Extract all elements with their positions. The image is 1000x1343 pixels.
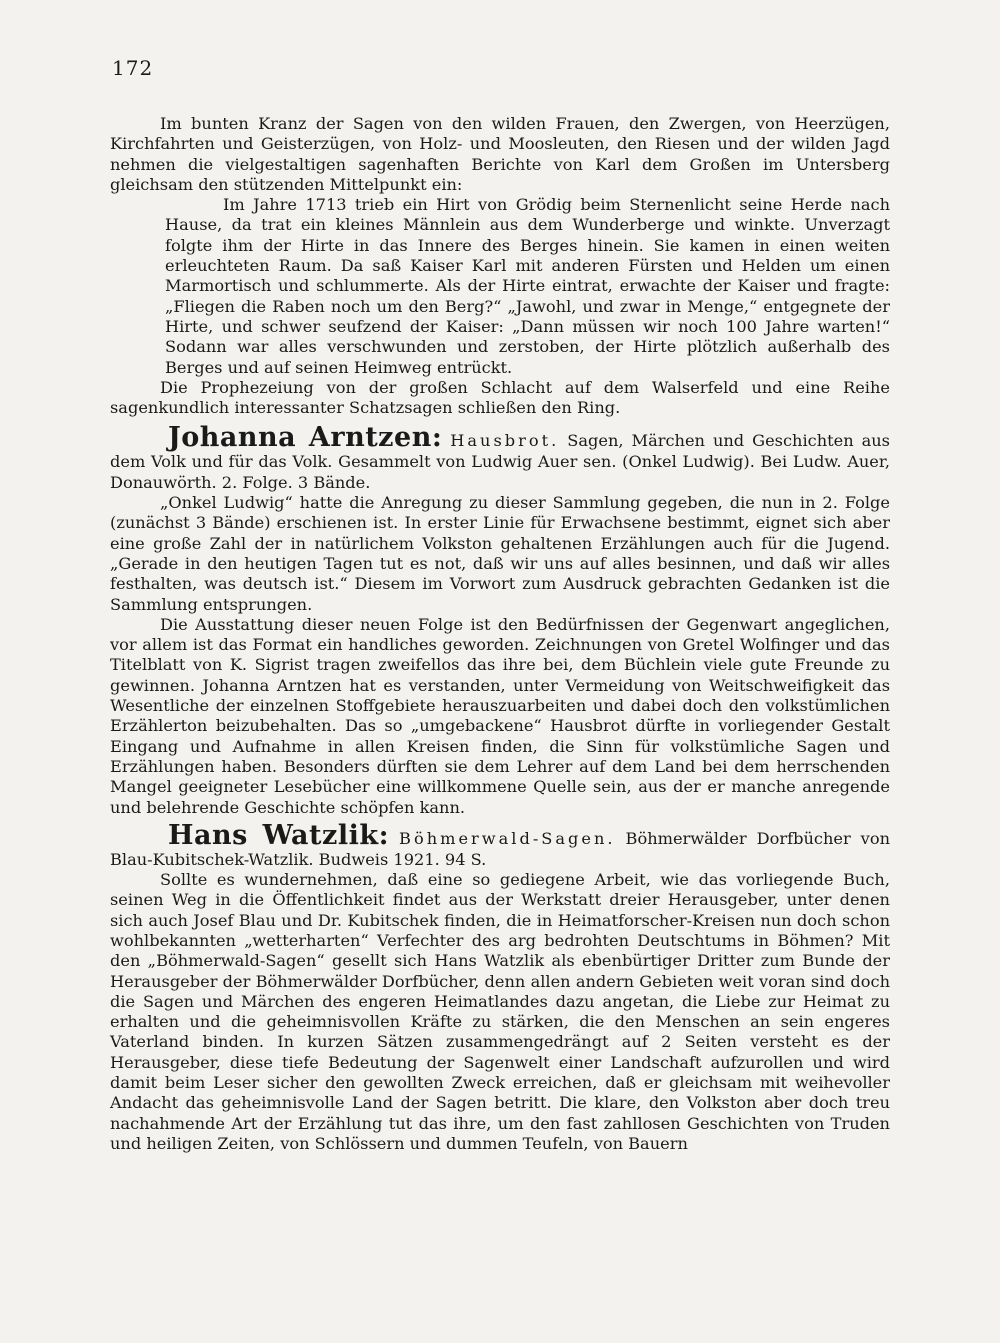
page-body xyxy=(110,114,890,1154)
review-paragraph: Die Ausstattung dieser neuen Folge ist den Bedürfnissen der Gegenwart angeglichen, vor allem ist das Format ein handliches geworden. Zeichnungen von Gretel Wolfinger und das Titelblatt von K. Sigrist tragen zweifellos das ihre bei, dem Büchlein viele gute Freunde zu gewinnen. Johanna Arntzen hat es verstanden, unter Vermeidung von Weitschweifigkeit das Wesentliche der einzelnen Stoffgebiete herauszuarbeiten und dabei doch den volkstümlichen Erzählerton beizubehalten. Das so „umgebackene“ Hausbrot dürfte in vorliegender Gestalt Eingang und Aufnahme in allen Kreisen finden, die Sinn für volkstümliche Sagen und Erzählungen haben. Besonders dürften sie dem Lehrer auf dem Land bei dem herrschenden Mangel geeigneter Lesebücher eine willkommene Quelle sein, aus der er manche anregende und belehrende Geschichte schöpfen kann. xyxy=(110,614,890,817)
intro-section xyxy=(110,114,890,418)
review-paragraph: „Onkel Ludwig“ hatte die Anregung zu dieser Sammlung gegeben, die nun in 2. Folge (zunächst 3 Bände) erschienen ist. In erster Linie für Erwachsene bestimmt, eignet sich aber eine große Zahl der in natürlichem Volkston gehaltenen Erzählungen auch für die Jugend. „Gerade in den heutigen Tagen tut es not, daß wir uns auf alles besinnen, und daß wir alles festhalten, was deutsch ist.“ Diesem im Vorwort zum Ausdruck gebrachten Gedanken ist die Sammlung entsprungen. xyxy=(110,493,890,614)
review-entry-arntzen xyxy=(110,424,890,817)
review-paragraph: Sollte es wundernehmen, daß eine so gediegene Arbeit, wie das vorliegende Buch, seinen Weg in die Öffentlichkeit findet aus der Werkstatt dreier Herausgeber, unter denen sich auch Josef Blau und Dr. Kubitschek finden, die in Heimatforscher-Kreisen nun doch schon wohlbekannten „wetterharten“ Verfechter des arg bedrohten Deutschtums in Böhmen? Mit den „Böhmerwald-Sagen“ gesellt sich Hans Watzlik als ebenbürtiger Dritter zum Bunde der Herausgeber der Böhmerwälder Dorfbücher, denn allen andern Gebieten weit voran sind doch die Sagen und Märchen des engeren Heimatlandes dazu angetan, die Liebe zur Heimat zu erhalten und die geheimnisvollen Kräfte zu stärken, die den Menschen an sein engeres Vaterland binden. In kurzen Sätzen zusammengedrängt auf 2 Seiten versteht es der Herausgeber, diese tiefe Bedeutung der Sagenwelt einer Landschaft aufzurollen und wird damit beim Leser sicher den gewollten Zweck erreichen, daß er gleichsam mit weihevoller Andacht das geheimnisvolle Land der Sagen betritt. Die klare, den Volkston aber doch treu nachahmende Art der Erzählung tut das ihre, um den fast zahllosen Geschichten von Truden und heiligen Zeiten, von Schlössern und dummen Teufeln, von Bauern xyxy=(110,870,890,1153)
author-name: Johanna Arntzen: xyxy=(168,422,443,454)
legend-quote-paragraph: Im Jahre 1713 trieb ein Hirt von Grödig beim Sternenlicht seine Herde nach Hause, da trat ein kleines Männlein aus dem Wunderberge und winkte. Unverzagt folgte ihm der Hirte in das Innere des Berges hinein. Sie kamen in einen weiten erleuchteten Raum. Da saß Kaiser Karl mit anderen Fürsten und Helden um einen Marmortisch und schlummerte. Als der Hirte eintrat, erwachte der Kaiser und fragte: „Fliegen die Raben noch um den Berg?“ „Jawohl, und zwar in Menge,“ entgegnete der Hirte, und schwer seufzend der Kaiser: „Dann müssen wir noch 100 Jahre warten!“ Sodann war alles verschwunden und zerstoben, der Hirte plötzlich außerhalb des Berges und auf seinen Heimweg entrückt. xyxy=(165,195,890,377)
book-citation: Böhmerwälder Dorfbücher von Blau-Kubitschek-Watzlik. Budweis 1921. 94 S. xyxy=(110,828,890,869)
intro-closing-paragraph: Die Prophezeiung von der großen Schlacht auf dem Walserfeld und eine Reihe sagenkundlich interessanter Schatzsagen schließen den Ring. xyxy=(110,377,890,418)
entry-heading xyxy=(110,819,890,870)
book-title: Hausbrot. xyxy=(450,431,560,451)
intro-paragraph: Im bunten Kranz der Sagen von den wilden Frauen, den Zwergen, von Heerzügen, Kirchfahrten und Geisterzügen, von Holz- und Moosleuten, den Riesen und der wilden Jagd nehmen die vielgestaltigen sagenhaften Berichte von Karl dem Großen im Untersberg gleichsam den stützenden Mittelpunkt ein: xyxy=(110,114,890,194)
author-name: Hans Watzlik: xyxy=(168,819,390,851)
page-number: 172 xyxy=(112,56,154,80)
review-entry-watzlik xyxy=(110,819,890,1154)
book-title: Böhmerwald-Sagen. xyxy=(399,828,616,848)
book-citation: Sagen, Märchen und Geschichten aus dem Volk und für das Volk. Gesammelt von Ludwig Auer sen. (Onkel Ludwig). Bei Ludw. Auer, Donauwörth. 2. Folge. 3 Bände. xyxy=(110,431,890,492)
entry-heading xyxy=(110,424,890,493)
